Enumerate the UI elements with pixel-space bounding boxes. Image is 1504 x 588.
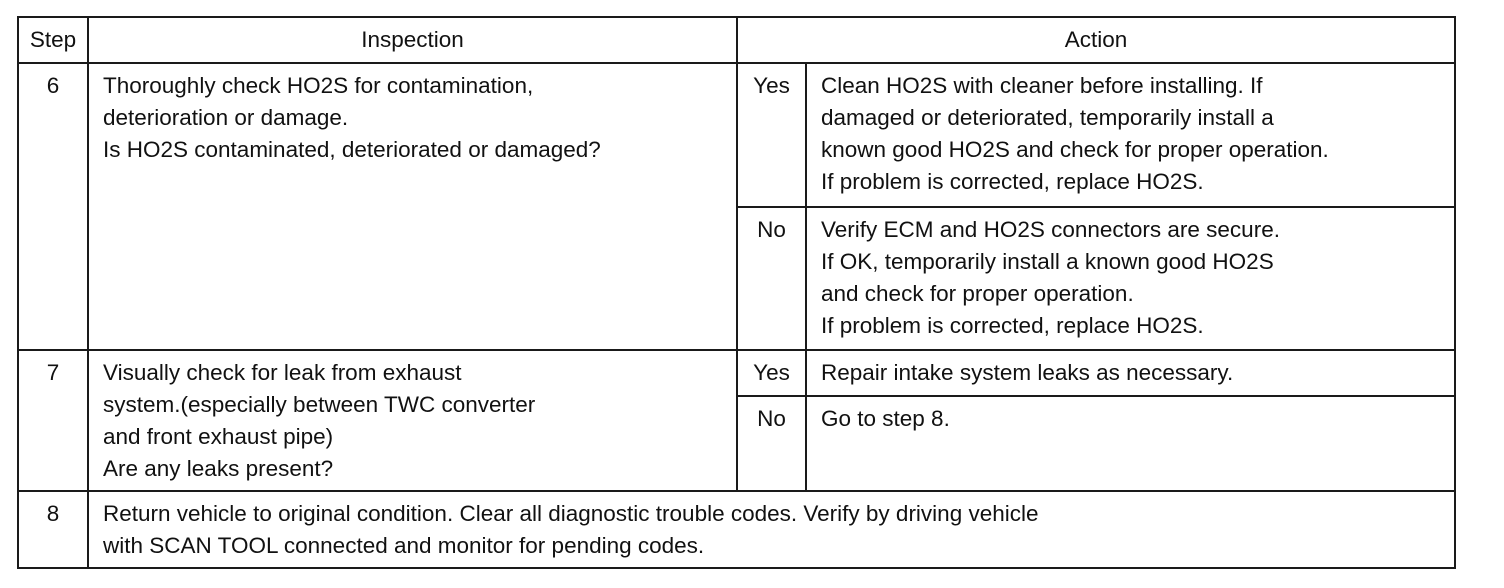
action-line: Clean HO2S with cleaner before installing. If — [821, 73, 1263, 98]
step-number: 7 — [18, 350, 88, 491]
action-line: If problem is corrected, replace HO2S. — [821, 313, 1204, 338]
header-inspection: Inspection — [88, 17, 737, 63]
header-step: Step — [18, 17, 88, 63]
step-8-text-cell — [88, 491, 1455, 568]
header-action: Action — [737, 17, 1455, 63]
action-line: Verify ECM and HO2S connectors are secure. — [821, 217, 1280, 242]
inspection-line: Visually check for leak from exhaust — [103, 360, 462, 385]
no-action-cell — [806, 396, 1455, 491]
table-row-step-6 — [18, 63, 1455, 207]
action-line: known good HO2S and check for proper operation. — [821, 137, 1329, 162]
step-number: 8 — [18, 491, 88, 568]
action-line: with SCAN TOOL connected and monitor for pending codes. — [103, 533, 705, 558]
inspection-line: deterioration or damage. — [103, 105, 349, 130]
action-line: Go to step 8. — [821, 406, 950, 431]
action-line: If problem is corrected, replace HO2S. — [821, 169, 1204, 194]
inspection-cell — [88, 63, 737, 350]
inspection-cell — [88, 350, 737, 491]
action-line: Repair intake system leaks as necessary. — [821, 360, 1234, 385]
inspection-line: Are any leaks present? — [103, 456, 334, 481]
diagnostic-table — [17, 16, 1456, 569]
table-row-step-8 — [18, 491, 1455, 568]
yes-action-cell — [806, 63, 1455, 207]
action-line: and check for proper operation. — [821, 281, 1134, 306]
yes-label: Yes — [737, 63, 806, 207]
no-label: No — [737, 396, 806, 491]
action-line: Return vehicle to original condition. Clear all diagnostic trouble codes. Verify by driving vehicle — [103, 501, 1039, 526]
inspection-line: and front exhaust pipe) — [103, 424, 334, 449]
header-row — [18, 17, 1455, 63]
no-action-cell — [806, 207, 1455, 350]
action-line: If OK, temporarily install a known good HO2S — [821, 249, 1274, 274]
no-label: No — [737, 207, 806, 350]
inspection-line: system.(especially between TWC converter — [103, 392, 536, 417]
yes-label: Yes — [737, 350, 806, 396]
yes-action-cell — [806, 350, 1455, 396]
inspection-line: Is HO2S contaminated, deteriorated or damaged? — [103, 137, 601, 162]
action-line: damaged or deteriorated, temporarily install a — [821, 105, 1274, 130]
inspection-line: Thoroughly check HO2S for contamination, — [103, 73, 534, 98]
step-number: 6 — [18, 63, 88, 350]
table-row-step-7 — [18, 350, 1455, 396]
